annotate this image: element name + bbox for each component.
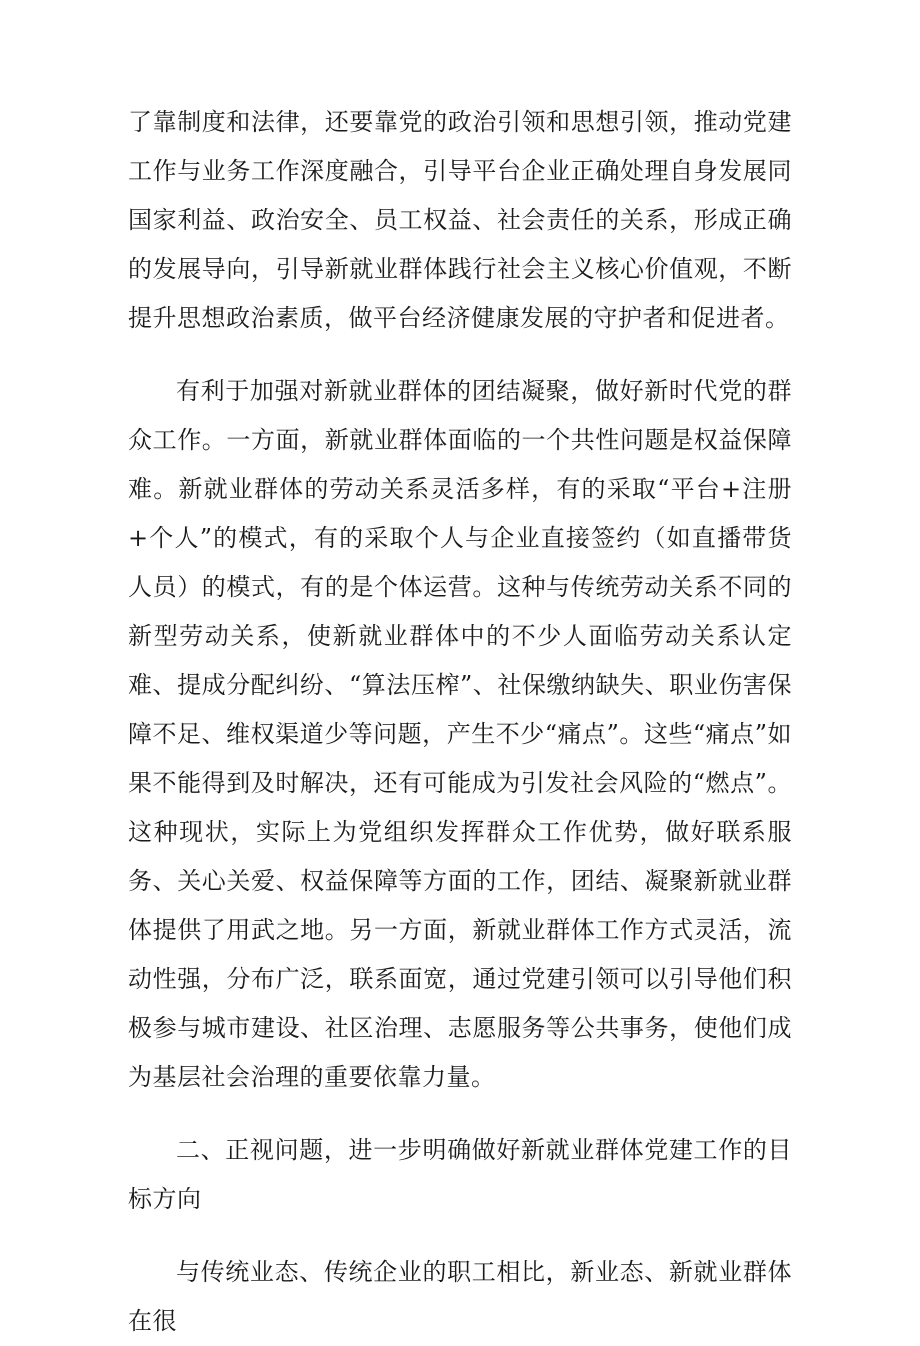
paragraph-comparison: 与传统业态、传统企业的职工相比，新业态、新就业群体在很 [128, 1258, 792, 1335]
section-heading-two: 二、正视问题，进一步明确做好新就业群体党建工作的目标方向 [128, 1136, 792, 1213]
paragraph-continuation: 了靠制度和法律，还要靠党的政治引领和思想引领，推动党建工作与业务工作深度融合，引导平台企业正确处理自身发展同国家利益、政治安全、员工权益、社会责任的关系，形成正确的发展导向，引导新就业群体践行社会主义核心价值观，不断提升思想政治素质，做平台经济健康发展的守护者和促进者。 [128, 108, 792, 332]
paragraph-unity-cohesion: 有利于加强对新就业群体的团结凝聚，做好新时代党的群众工作。一方面，新就业群体面临的一个共性问题是权益保障难。新就业群体的劳动关系灵活多样，有的采取“平台+注册+个人”的模式，有的采取个人与企业直接签约（如直播带货人员）的模式，有的是个体运营。这种与传统劳动关系不同的新型劳动关系，使新就业群体中的不少人面临劳动关系认定难、提成分配纠纷、“算法压榨”、社保缴纳缺失、职业伤害保障不足、维权渠道少等问题，产生不少“痛点”。这些“痛点”如果不能得到及时解决，还有可能成为引发社会风险的“燃点”。这种现状，实际上为党组织发挥群众工作优势，做好联系服务、关心关爱、权益保障等方面的工作，团结、凝聚新就业群体提供了用武之地。另一方面，新就业群体工作方式灵活，流动性强，分布广泛，联系面宽，通过党建引领可以引导他们积极参与城市建设、社区治理、志愿服务等公共事务，使他们成为基层社会治理的重要依靠力量。 [128, 377, 792, 1091]
